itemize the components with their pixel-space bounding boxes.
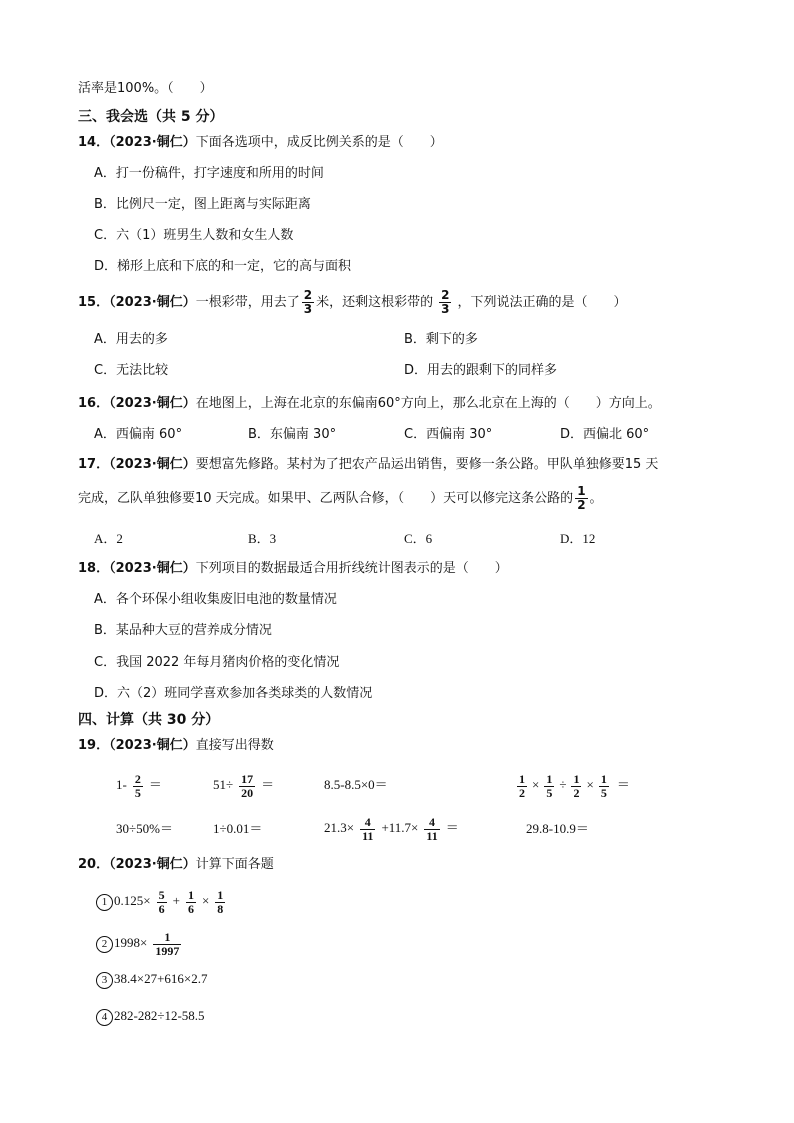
question-16: [78, 395, 661, 413]
option-d[interactable]: D．梯形上底和下底的和一定，它的高与面积: [94, 259, 352, 274]
option-b[interactable]: B．比例尺一定，图上距离与实际距离: [94, 197, 311, 212]
expression-5: 30÷50%＝: [116, 821, 173, 836]
option-c[interactable]: C．我国 2022 年每月猪肉价格的变化情况: [94, 655, 340, 670]
question-text: 下列项目的数据最适合用折线统计图表示的是（ ）: [195, 561, 508, 576]
expression-6: 1÷0.01＝: [213, 821, 263, 836]
question-number: 16．: [78, 396, 110, 411]
fraction: $\frac{1}{2}$: [573, 771, 580, 800]
question-text: 在地图上，上海在北京的东偏南60°方向上，那么北京在上海的（ ）方向上。: [195, 396, 661, 411]
question-text: 计算下面各题: [195, 857, 274, 872]
section-heading-calculate: 四、计算（共 30 分）: [78, 712, 220, 728]
fraction: $\frac{1}{1997}$: [155, 929, 180, 958]
question-number: 14．: [78, 135, 110, 150]
fraction: $\frac{4}{11}$: [426, 814, 438, 843]
question-17: [78, 456, 658, 474]
question-19: [78, 737, 274, 755]
option-a[interactable]: A．2: [94, 531, 123, 546]
option-d[interactable]: D．用去的跟剩下的同样多: [404, 363, 558, 378]
circled-number-icon: 2: [96, 936, 113, 953]
question-text: 下面各选项中，成反比例关系的是（ ）: [195, 135, 443, 150]
question-source: （2023·铜仁）: [109, 396, 196, 411]
option-b[interactable]: B．东偏南 30°: [248, 427, 337, 442]
option-c[interactable]: C．六（1）班男生人数和女生人数: [94, 228, 294, 243]
fraction: $\frac{17}{20}$: [241, 771, 254, 800]
question-20: [78, 856, 274, 874]
section-heading-choose: 三、我会选（共 5 分）: [78, 109, 224, 125]
option-d[interactable]: D．西偏北 60°: [560, 427, 650, 442]
question-source: （2023·铜仁）: [109, 857, 196, 872]
expression-2: 51÷ $\frac{17}{20}$ ＝: [213, 771, 275, 800]
circled-number-icon: 1: [96, 894, 113, 911]
question-source: （2023·铜仁）: [109, 738, 196, 753]
question-number: 20．: [78, 857, 110, 872]
calculation-2: 2 1998× $\frac{1}{1997}$: [96, 926, 187, 960]
option-c[interactable]: C．6: [404, 531, 433, 546]
fraction: $\frac{1}{2}$: [519, 771, 525, 800]
fraction: $\frac{5}{6}$: [158, 887, 165, 916]
fraction: $\frac{1}{6}$: [187, 887, 194, 916]
question-text: ，下列说法正确的是（ ）: [457, 295, 627, 310]
expression-7: 21.3× $\frac{4}{11}$ +11.7× $\frac{4}{11}$ ＝: [324, 814, 459, 843]
option-a[interactable]: A．各个环保小组收集废旧电池的数量情况: [94, 592, 337, 607]
option-c[interactable]: C．无法比较: [94, 363, 169, 378]
fraction: $\frac{1}{2}$: [577, 484, 586, 512]
expression-4: $\frac{1}{2}$ × $\frac{1}{5}$ ÷ $\frac{1}{2}$ × $\frac{1}{5}$ ＝: [519, 771, 630, 800]
option-b[interactable]: B．3: [248, 531, 277, 546]
question-text: 米，还剩这根彩带的: [316, 295, 434, 310]
circled-number-icon: 4: [96, 1009, 113, 1026]
question-14: [78, 134, 443, 152]
fraction: $\frac{2}{5}$: [134, 771, 141, 800]
question-text: 直接写出得数: [195, 738, 274, 753]
question-source: （2023·铜仁）: [109, 457, 196, 472]
question-source: （2023·铜仁）: [109, 295, 196, 310]
fraction: $\frac{1}{5}$: [600, 771, 607, 800]
option-d[interactable]: D．六（2）班同学喜欢参加各类球类的人数情况: [94, 686, 373, 701]
option-a[interactable]: A．用去的多: [94, 332, 168, 347]
question-text: 要想富先修路。某村为了把农产品运出销售，要修一条公路。甲队单独修要15 天: [195, 457, 659, 472]
question-number: 18．: [78, 561, 110, 576]
question-15: [78, 288, 626, 318]
question-number: 17．: [78, 457, 110, 472]
question-text: 完成，乙队单独修要10 天完成。如果甲、乙两队合修，（ ）天可以修完这条公路的: [78, 491, 574, 506]
option-a[interactable]: A．西偏南 60°: [94, 427, 183, 442]
option-b[interactable]: B．某品种大豆的营养成分情况: [94, 623, 272, 638]
option-b[interactable]: B．剩下的多: [404, 332, 478, 347]
question-18: [78, 560, 508, 578]
calculation-1: 1 0.125× $\frac{5}{6}$ + $\frac{1}{6}$ × $\frac{1}{8}$: [96, 884, 231, 918]
calculation-4: 4 282-282÷12-58.5: [96, 1007, 205, 1026]
fraction: $\frac{1}{8}$: [217, 887, 224, 916]
question-source: （2023·铜仁）: [109, 135, 196, 150]
question-source: （2023·铜仁）: [109, 561, 196, 576]
continuation-line: 活率是100%。（ ）: [78, 81, 213, 96]
fraction: $\frac{4}{11}$: [362, 814, 374, 843]
option-d[interactable]: D．12: [560, 531, 596, 546]
fraction: $\frac{1}{5}$: [546, 771, 553, 800]
expression-8: 29.8-10.9＝: [526, 821, 589, 836]
calculation-3: 3 38.4×27+616×2.7: [96, 970, 208, 989]
circled-number-icon: 3: [96, 972, 113, 989]
expression-1: 1- $\frac{2}{5}$ ＝: [116, 771, 162, 800]
fraction: $\frac{2}{3}$: [441, 288, 450, 316]
expression-3: 8.5-8.5×0＝: [324, 777, 388, 792]
question-17-continued: 完成，乙队单独修要10 天完成。如果甲、乙两队合修，（ ）天可以修完这条公路的 $\frac{1}{2}$ 。: [78, 484, 603, 512]
option-a[interactable]: A．打一份稿件，打字速度和所用的时间: [94, 166, 324, 181]
question-text: 一根彩带，用去了: [195, 295, 300, 310]
fraction: $\frac{2}{3}$: [303, 288, 313, 316]
question-number: 19．: [78, 738, 110, 753]
question-number: 15．: [78, 295, 110, 310]
option-c[interactable]: C．西偏南 30°: [404, 427, 493, 442]
